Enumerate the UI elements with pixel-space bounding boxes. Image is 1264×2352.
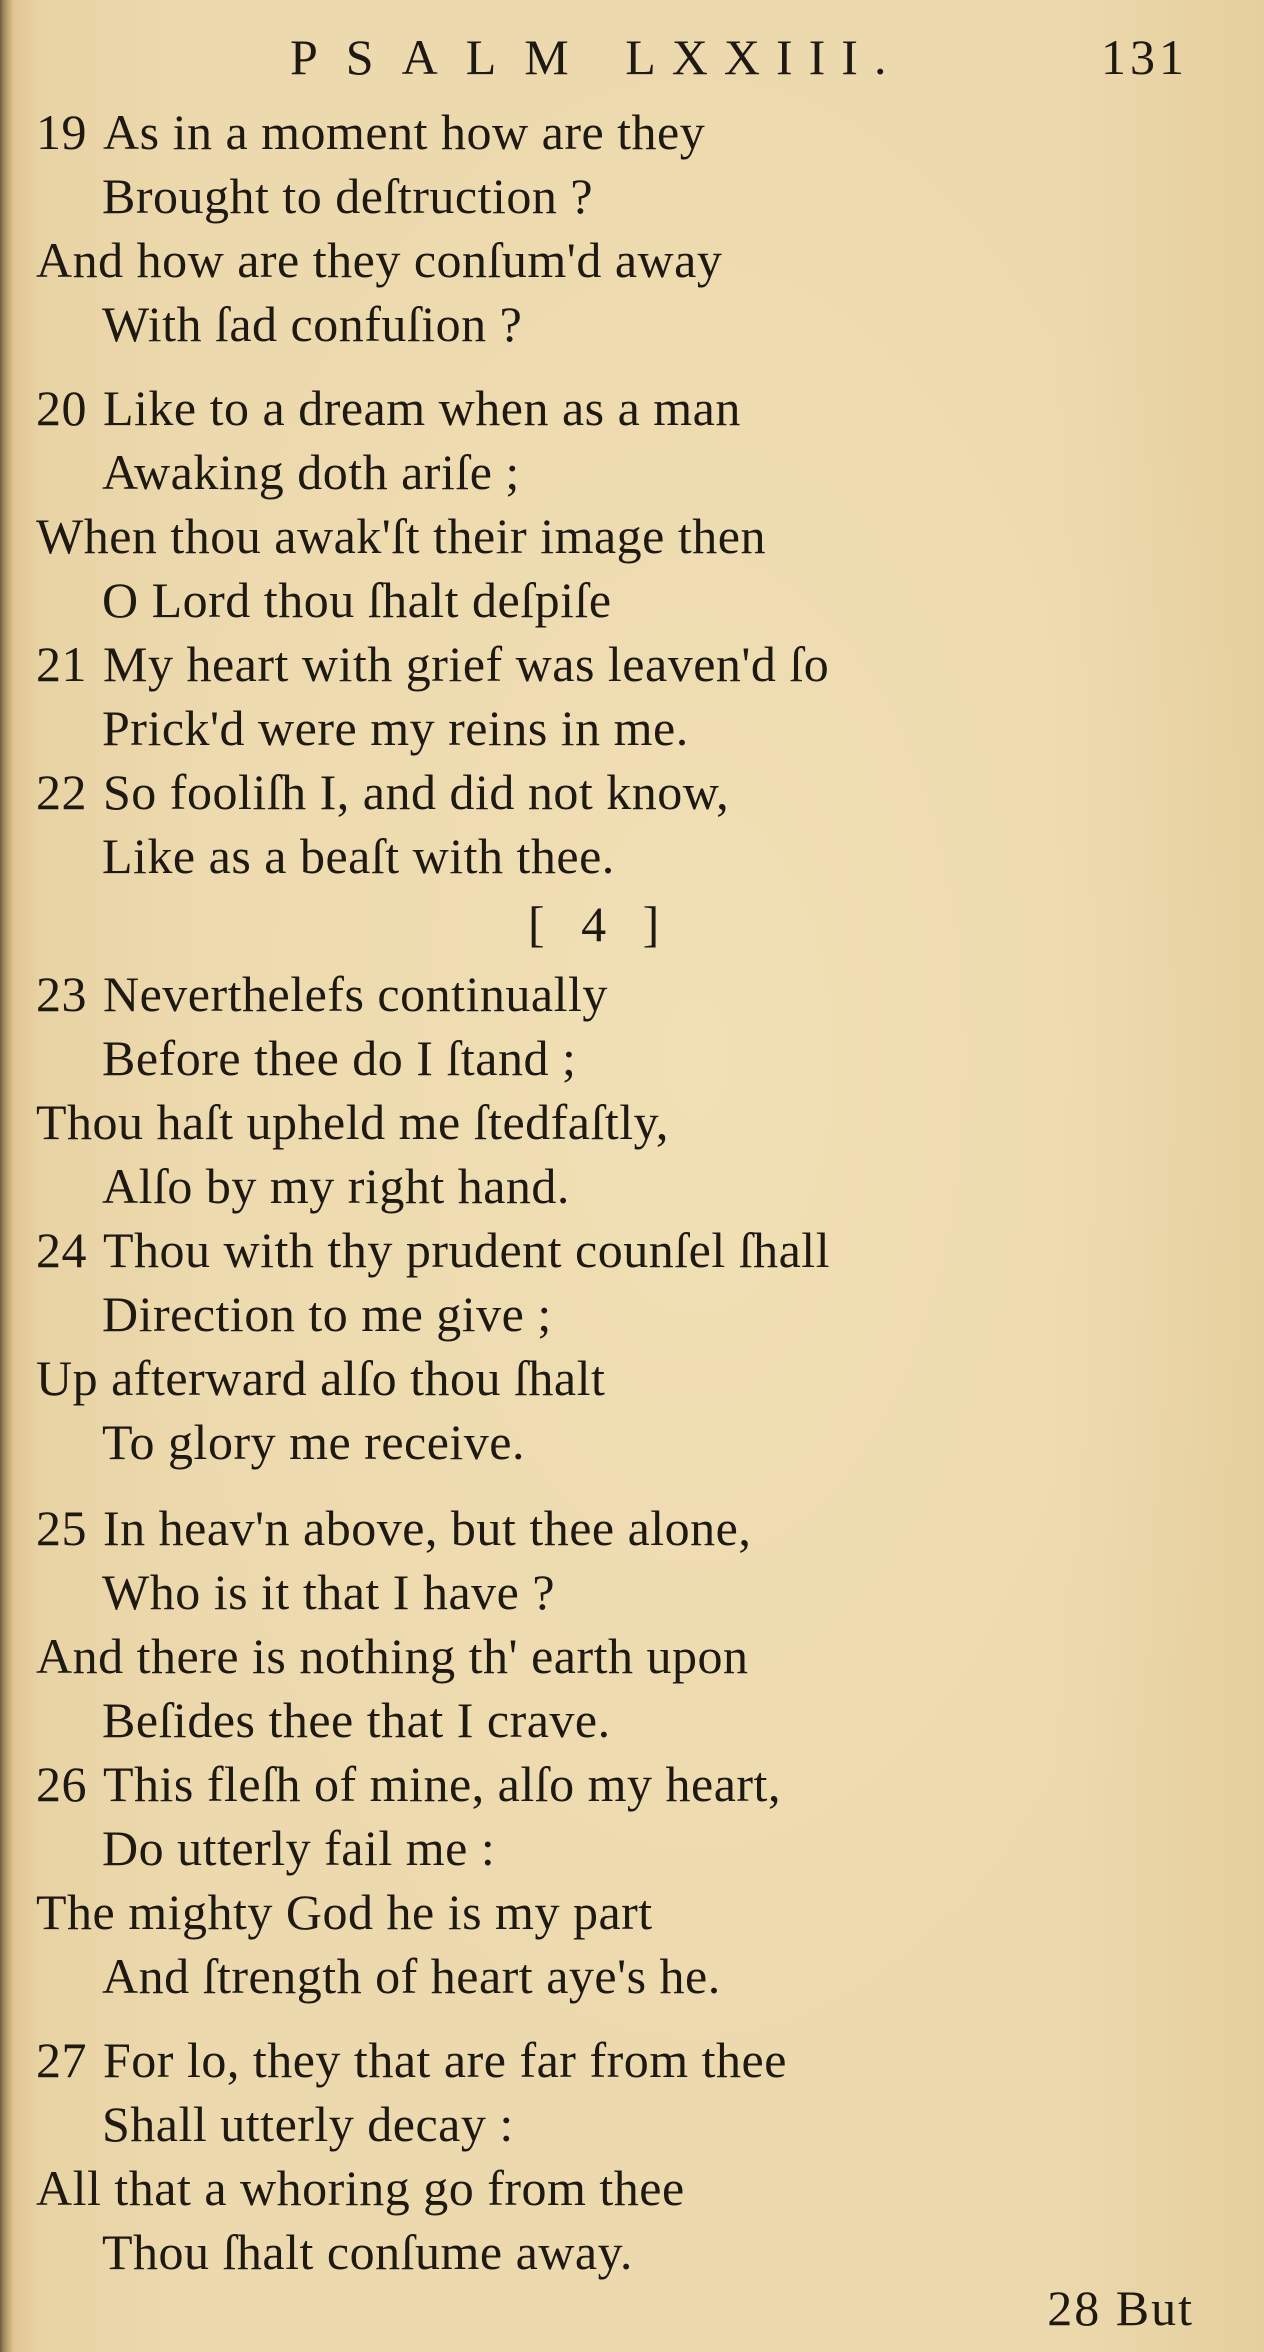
verse-line: Thou haſt upheld me ſtedfaſtly, [36,1094,669,1150]
verse-number: 25 [36,1500,87,1556]
running-header [0,22,1264,92]
verse-number: 27 [36,2032,87,2088]
section-marker: [ 4 ] [528,896,672,952]
verse-number: 23 [36,966,87,1022]
verse-line: O Lord thou ſhalt deſpiſe [102,572,612,628]
verse-number: 22 [36,764,87,820]
verse-line: 25 In heav'n above, but thee alone, [36,1496,751,1560]
verse-line: Shall utterly decay : [102,2096,514,2152]
verse-line: The mighty God he is my part [36,1884,653,1940]
verse-line: Alſo by my right hand. [102,1158,570,1214]
verse-line: And ſtrength of heart aye's he. [102,1948,721,2004]
verse-line: Awaking doth ariſe ; [102,444,520,500]
verse-line: 27 For lo, they that are far from thee [36,2028,787,2092]
verse-line: 23 Neverthelefs continually [36,962,608,1026]
book-title: PSALM [290,29,597,85]
verse-line: 19 As in a moment how are they [36,100,705,164]
verse-line: Like as a beaſt with thee. [102,828,615,884]
verse-line: Before thee do I ſtand ; [102,1030,577,1086]
verse-number: 26 [36,1756,87,1812]
verse-number: 20 [36,380,87,436]
verse-line: 24 Thou with thy prudent counſel ſhall [36,1218,830,1282]
verse-line: Up afterward alſo thou ſhalt [36,1350,606,1406]
verse-line: To glory me receive. [102,1414,525,1470]
verse-line: 21 My heart with grief was leaven'd ſo [36,632,829,696]
page-gutter [0,0,14,2352]
verse-line: Direction to me give ; [102,1286,552,1342]
verse-line: 20 Like to a dream when as a man [36,376,741,440]
verse-number: 21 [36,636,87,692]
chapter-number: LXXIII. [625,29,903,85]
verse-line: Do utterly fail me : [102,1820,496,1876]
verse-number: 24 [36,1222,87,1278]
verse-number: 19 [36,104,87,160]
verse-line: And there is nothing th' earth upon [36,1628,749,1684]
verse-line: Beſides thee that I crave. [102,1692,611,1748]
verse-line: All that a whoring go from thee [36,2160,685,2216]
verse-line: 26 This fleſh of mine, alſo my heart, [36,1752,781,1816]
verse-line: 22 So fooliſh I, and did not know, [36,760,729,824]
verse-line: Who is it that I have ? [102,1564,556,1620]
verse-line: Thou ſhalt conſume away. [102,2224,633,2280]
running-title [290,22,902,92]
verse-line: And how are they conſum'd away [36,232,723,288]
page-number: 131 [1101,29,1188,85]
verse-line: Brought to deſtruction ? [102,168,594,224]
catchword: 28 But [1047,2280,1194,2336]
verse-line: With ſad confuſion ? [102,296,523,352]
verse-line: Prick'd were my reins in me. [102,700,689,756]
verse-line: When thou awak'ſt their image then [36,508,766,564]
